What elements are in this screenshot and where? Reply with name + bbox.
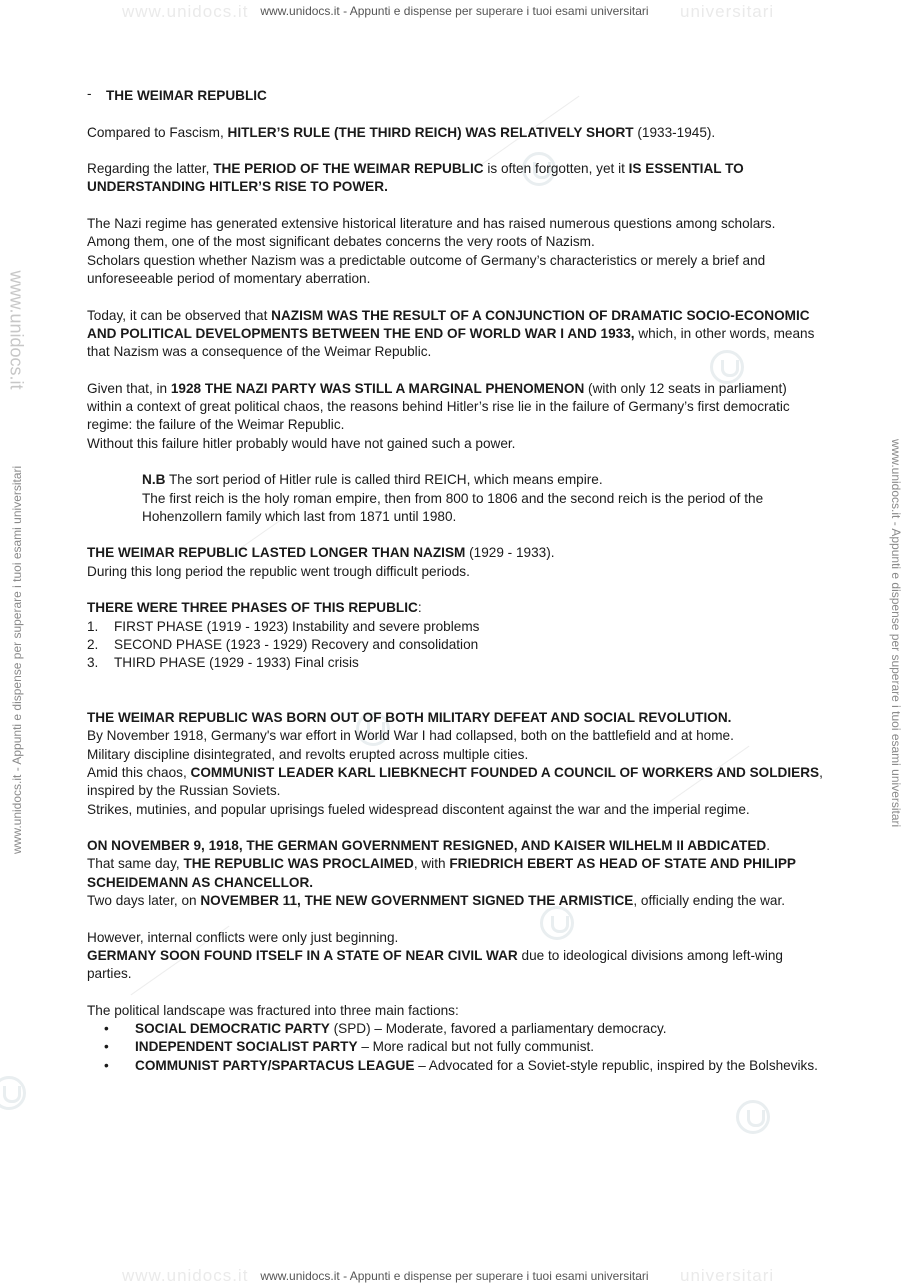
watermark-side-left: www.unidocs.it - Appunti e dispense per superare i tuoi esami universitari (10, 465, 24, 854)
watermark-ghost-left-footer: www.unidocs.it (122, 1266, 249, 1285)
paragraph-november-1918: ON NOVEMBER 9, 1918, THE GERMAN GOVERNMENT RESIGNED, AND KAISER WILHELM II ABDICATED. That same day, THE REPUBLIC WAS PROCLAIMED, with FRIEDRICH EBERT AS HEAD OF STATE AND PHILIPP SCHEIDEMANN AS CHANCELLOR. Two days later, on NOVEMBER 11, THE NEW GOVERNMENT SIGNED THE ARMISTICE, officially ending the war. (87, 838, 796, 909)
title-dash: - (87, 86, 92, 101)
paragraph-nazism-result: Today, it can be observed that NAZISM WAS THE RESULT OF A CONJUNCTION OF DRAMATIC SOCIO-ECONOMIC AND POLITICAL DEVELOPMENTS BETWEEN THE END OF WORLD WAR I AND 1933, which, in other words, means that Nazism was a consequence of the Weimar Republic. (87, 307, 815, 360)
phases-intro: THERE WERE THREE PHASES OF THIS REPUBLIC: (87, 600, 422, 616)
list-item: 3. THIRD PHASE (1929 - 1933) Final crisis (87, 655, 359, 671)
phases-list (87, 618, 825, 673)
paragraph-weimar-lasted: THE WEIMAR REPUBLIC LASTED LONGER THAN NAZISM (1929 - 1933). During this long period the republic went trough difficult periods. (87, 545, 555, 579)
watermark-side-left-faint: www.unidocs.it (6, 270, 27, 390)
paragraph-nazi-party-1928: Given that, in 1928 THE NAZI PARTY WAS STILL A MARGINAL PHENOMENON (with only 12 seats in parliament) within a context of great political chaos, the reasons behind Hitler’s rise lie in the failure of Germany’s first democratic regime: the failure of the Weimar Republic. Without this failure hitler probably would have not gained such a power. (87, 380, 790, 451)
watermark-side-right: www.unidocs.it - Appunti e dispense per superare i tuoi esami universitari (889, 439, 903, 828)
paragraph-military-defeat: THE WEIMAR REPUBLIC WAS BORN OUT OF BOTH MILITARY DEFEAT AND SOCIAL REVOLUTION. By November 1918, Germany's war effort in World War I had collapsed, both on the battlefield and at home. Military discipline disintegrated, and revolts erupted across multiple cities. Amid this chaos, COMMUNIST LEADER KARL LIEBKNECHT FOUNDED A COUNCIL OF WORKERS AND SOLDIERS, inspired by the Russian Soviets. Strikes, mutinies, and popular uprisings fueled widespread discontent against the war and the imperial regime. (87, 710, 823, 817)
watermark-ghost-right: universitari (680, 2, 775, 21)
watermark-ghost-right-footer: universitari (680, 1266, 775, 1285)
factions-intro: The political landscape was fractured into three main factions: (87, 1002, 459, 1018)
paragraph-literature: The Nazi regime has generated extensive historical literature and has raised numerous questions among scholars. Among them, one of the most significant debates concerns the very roots of Nazism. Scholars question whether Nazism was a predictable outcome of Germany’s characteristics or merely a brief and unforeseeable period of momentary aberration. (87, 216, 776, 286)
list-item: • SOCIAL DEMOCRATIC PARTY (SPD) – Moderate, favored a parliamentary democracy. (87, 1020, 825, 1038)
watermark-logo-icon (0, 1076, 26, 1110)
note-nb: N.B The sort period of Hitler rule is called third REICH, which means empire. The first reich is the holy roman empire, then from 800 to 1806 and the second reich is the period of the Hohenzollern family which last from 1871 until 1980. (142, 472, 764, 524)
document-body (87, 87, 825, 1075)
document-title (87, 87, 825, 105)
title-text: THE WEIMAR REPUBLIC (106, 88, 267, 103)
factions-list (87, 1020, 825, 1075)
watermark-header: www.unidocs.it - Appunti e dispense per superare i tuoi esami universitari (260, 4, 649, 18)
watermark-ghost-left: www.unidocs.it (122, 2, 249, 21)
paragraph-weimar-essential: Regarding the latter, THE PERIOD OF THE WEIMAR REPUBLIC is often forgotten, yet it IS ESSENTIAL TO UNDERSTANDING HITLER’S RISE TO POWER. (87, 161, 744, 195)
list-item: • INDEPENDENT SOCIALIST PARTY – More radical but not fully communist. (87, 1038, 825, 1056)
list-item: • COMMUNIST PARTY/SPARTACUS LEAGUE – Advocated for a Soviet-style republic, inspired by the Bolsheviks. (87, 1057, 825, 1075)
paragraph-civil-war: However, internal conflicts were only just beginning. GERMANY SOON FOUND ITSELF IN A STATE OF NEAR CIVIL WAR due to ideological divisions among left-wing parties. (87, 929, 783, 982)
list-item: 1. FIRST PHASE (1919 - 1923) Instability and severe problems (87, 618, 480, 634)
list-item: 2. SECOND PHASE (1923 - 1929) Recovery and consolidation (87, 636, 479, 652)
paragraph-third-reich: Compared to Fascism, HITLER’S RULE (THE THIRD REICH) WAS RELATIVELY SHORT (1933-1945). (87, 124, 716, 140)
watermark-footer: www.unidocs.it - Appunti e dispense per superare i tuoi esami universitari (260, 1269, 649, 1283)
watermark-logo-icon (736, 1100, 770, 1134)
